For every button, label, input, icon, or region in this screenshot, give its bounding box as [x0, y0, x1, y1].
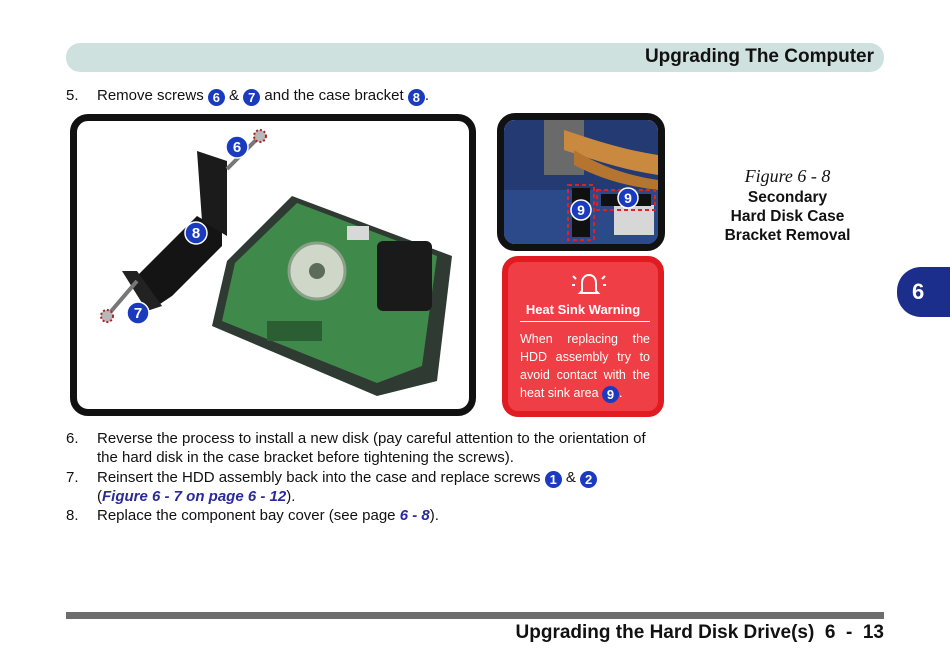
ampersand: &: [229, 87, 240, 104]
heatsink-badge-9: 9: [602, 386, 619, 403]
figure-title-line: Secondary: [747, 189, 828, 206]
step-text: [97, 506, 439, 525]
ampersand: &: [565, 469, 576, 486]
screw-badge-1: 1: [545, 471, 562, 488]
chapter-tab[interactable]: [897, 267, 950, 317]
period: .: [424, 87, 430, 104]
step-text: [97, 468, 597, 488]
paren: ).: [429, 507, 439, 524]
figure-number: Figure 6 - 8: [744, 166, 831, 186]
header-title: Upgrading The Computer: [644, 46, 874, 67]
paren: (: [97, 488, 102, 505]
figure-title-line: Bracket Removal: [724, 227, 851, 244]
step-number: 6.: [66, 430, 79, 447]
warning-divider: [520, 321, 650, 322]
bracket-badge-8: 8: [408, 89, 425, 106]
hdd-bracket-figure: [70, 114, 476, 416]
warning-body: When replacing the HDD assembly try to avoid contact with the heat sink area: [520, 332, 650, 400]
screw-badge-7: 7: [243, 89, 260, 106]
page-6-8-link[interactable]: 6 - 8: [399, 507, 430, 524]
step-text: [97, 86, 429, 106]
step-text-part: Remove screws: [97, 87, 204, 104]
screw-badge-6: 6: [208, 89, 225, 106]
figure-title: [700, 188, 875, 245]
footer-rule: [66, 612, 884, 619]
step-text: the hard disk in the case bracket before tightening the screws).: [97, 449, 514, 466]
paren: ).: [286, 488, 296, 505]
callout-6: 6: [232, 139, 242, 156]
step-number: 5.: [66, 87, 79, 104]
step-text-part: and the case bracket: [264, 87, 404, 104]
step-text-part: Reinsert the HDD assembly back into the case and replace screws: [97, 469, 541, 486]
heatsink-figure: [497, 113, 665, 251]
heatsink-illustration: [504, 120, 658, 244]
callout-9b: 9: [624, 190, 632, 206]
bell-alert-icon: [572, 271, 606, 297]
callout-9a: 9: [577, 202, 585, 218]
step-number: 7.: [66, 469, 79, 486]
period: .: [619, 386, 623, 400]
figure-title-line: Hard Disk Case: [730, 208, 845, 225]
callout-8: 8: [191, 225, 201, 242]
step-text-part: Replace the component bay cover (see page: [97, 507, 396, 524]
step-number: 8.: [66, 507, 79, 524]
screw-badge-2: 2: [580, 471, 597, 488]
step-text: Reverse the process to install a new disk (pay careful attention to the orientation of: [97, 430, 646, 447]
chapter-number: 6: [912, 279, 925, 304]
figure-6-7-link[interactable]: Figure 6 - 7 on page 6 - 12: [102, 488, 287, 505]
hdd-bracket-illustration: [77, 121, 469, 409]
warning-title: Heat Sink Warning: [525, 302, 641, 317]
footer-title: Upgrading the Hard Disk Drive(s) 6 - 13: [515, 622, 884, 643]
warning-text: [520, 330, 650, 403]
step-text: [97, 487, 295, 506]
heat-sink-warning: [502, 256, 664, 417]
callout-7: 7: [133, 305, 143, 322]
header-bar: [66, 43, 884, 72]
